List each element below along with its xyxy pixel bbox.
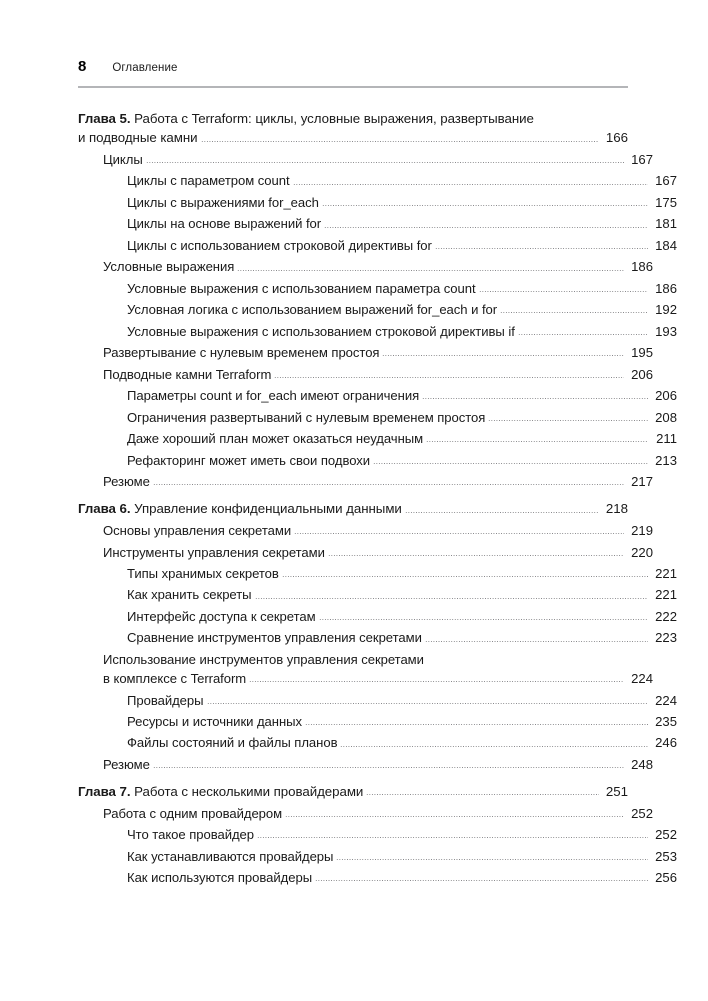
toc-entry-page-number: 256 [655,870,677,886]
toc-entry[interactable] [78,112,628,125]
table-of-contents-list [78,111,677,893]
toc-entry-title: Рефакторинг может иметь свои подвохи [127,452,371,468]
toc-entry[interactable] [78,411,677,424]
toc-entry[interactable] [78,389,677,402]
toc-entry[interactable] [78,432,677,445]
toc-entry-title: Циклы [103,151,143,167]
dot-leader [153,484,624,485]
toc-entry-title: Циклы с использованием строковой директивы for [127,237,432,253]
toc-entry-title: Резюме [103,756,150,772]
toc-entry-page-number: 222 [655,608,677,624]
dot-leader [255,598,648,599]
toc-entry[interactable] [78,828,677,841]
dot-leader [324,227,648,228]
toc-entry-title: Циклы на основе выражений for [127,216,322,232]
toc-entry[interactable] [78,653,653,666]
toc-entry-page-number: 193 [655,323,677,339]
toc-entry-title: Резюме [103,474,150,490]
toc-entry[interactable] [78,475,653,488]
toc-entry[interactable] [78,303,677,316]
toc-entry[interactable] [78,736,677,749]
toc-entry[interactable] [78,325,677,338]
toc-entry-page-number: 167 [631,151,653,167]
toc-entry-page-number: 223 [655,630,677,646]
toc-entry-title: Как используются провайдеры [127,870,313,886]
toc-entry[interactable] [78,346,653,359]
toc-entry[interactable] [78,524,653,537]
toc-entry-title [78,502,402,515]
toc-entry[interactable] [78,567,677,580]
toc-entry-page-number: 221 [655,566,677,581]
toc-entry-page-number: 208 [655,409,677,425]
toc-entry-page-number: 206 [655,388,677,404]
dot-leader [274,377,624,378]
toc-entry-page-number: 184 [655,237,677,253]
dot-leader [322,205,648,206]
dot-leader [257,837,648,838]
toc-entry[interactable] [78,454,677,467]
dot-leader [294,533,624,534]
toc-entry-title: Условные выражения [103,259,235,275]
dot-leader [201,141,599,142]
toc-entry-page-number: 252 [631,805,653,821]
dot-leader [479,291,648,292]
dot-leader [422,398,648,399]
dot-leader [366,794,599,795]
toc-entry-title: Интерфейс доступа к секретам [127,608,316,624]
dot-leader [249,681,624,682]
dot-leader [426,441,648,442]
toc-entry-page-number: 253 [655,848,677,864]
toc-entry-title: Типы хранимых секретов [127,566,279,581]
toc-entry-title: Основы управления секретами [103,523,292,539]
dot-leader [153,767,624,768]
dot-leader [207,703,649,704]
toc-entry-page-number: 206 [631,366,653,382]
dot-leader [305,724,648,725]
toc-entry[interactable] [78,368,653,381]
toc-entry-page-number: 220 [631,544,653,560]
dot-leader [373,463,648,464]
toc-entry-page-number: 218 [605,501,628,517]
toc-entry-title: Использование инструментов управления секретами [103,651,424,667]
dot-leader [336,859,648,860]
toc-entry[interactable] [78,217,677,230]
toc-entry-title: Ограничения развертываний с нулевым временем простоя [127,409,486,425]
toc-entry-title: Условные выражения с использованием параметра count [127,280,476,296]
toc-chapter-label: Глава 6. [78,501,131,517]
toc-entry-page-number: 252 [655,827,677,843]
dot-leader [293,184,648,185]
toc-entry[interactable] [78,502,628,515]
toc-entry[interactable] [78,631,677,644]
toc-entry-page-number: 235 [655,714,677,729]
toc-entry-title: Как устанавливаются провайдеры [127,848,334,864]
toc-entry-page-number: 181 [655,216,677,232]
toc-entry-title: Что такое провайдер [127,827,255,843]
dot-leader [146,162,624,163]
dot-leader [382,355,624,356]
toc-entry[interactable] [78,546,653,559]
toc-entry-page-number: 246 [655,735,677,751]
toc-entry-title: Условные выражения с использованием строковой директивы if [127,323,515,339]
toc-entry-title: Файлы состояний и файлы планов [127,735,338,751]
toc-entry-page-number: 211 [656,431,677,447]
toc-entry[interactable] [78,672,653,685]
toc-chapter-title: Управление конфиденциальными данными [130,501,402,517]
toc-entry-title: Развертывание с нулевым временем простоя [103,345,380,361]
toc-entry[interactable] [78,610,677,623]
toc-entry-page-number: 221 [655,587,677,603]
toc-chapter-title: Работа с Terraform: циклы, условные выражения, развертывание [130,111,534,126]
dot-leader [340,746,648,747]
dot-leader [319,619,648,620]
toc-entry-title: Провайдеры [127,692,204,708]
dot-leader [425,641,648,642]
toc-entry-page-number: 213 [655,452,677,468]
toc-entry-title: и подводные камни [78,130,198,146]
toc-entry-title: Как хранить секреты [127,587,252,603]
toc-entry-page-number: 224 [655,692,677,708]
dot-leader [282,576,648,577]
toc-entry[interactable] [78,785,628,798]
dot-leader [518,334,648,335]
toc-entry-title: Ресурсы и источники данных [127,714,303,729]
toc-entry-page-number: 192 [655,302,677,318]
toc-entry-title: Циклы с выражениями for_each [127,194,319,210]
toc-entry[interactable] [78,850,677,863]
toc-entry[interactable] [78,174,677,187]
dot-leader [435,248,648,249]
toc-entry[interactable] [78,871,677,884]
toc-entry-page-number: 195 [631,345,653,361]
toc-entry[interactable] [78,153,653,166]
toc-chapter-label: Глава 7. [78,784,131,800]
toc-chapter-title: Работа с несколькими провайдерами [130,784,364,800]
toc-entry[interactable] [78,282,677,295]
toc-entry-title: Даже хороший план может оказаться неудачным [127,431,424,447]
toc-entry[interactable] [78,758,653,771]
header-divider-rule [78,86,628,88]
dot-leader [405,512,599,513]
toc-entry-page-number: 248 [631,756,653,772]
toc-entry-title: Условная логика с использованием выражений for_each и for [127,302,498,318]
toc-entry-title: Циклы с параметром count [127,173,290,189]
toc-entry-title: Подводные камни Terraform [103,366,272,382]
toc-entry[interactable] [78,239,677,252]
dot-leader [500,312,648,313]
dot-leader [285,816,624,817]
toc-entry-title [78,112,534,125]
dot-leader [328,555,624,556]
toc-entry-title: Сравнение инструментов управления секретами [127,630,422,646]
toc-entry[interactable] [78,196,677,209]
toc-entry-page-number: 175 [655,194,677,210]
toc-entry-page-number: 186 [655,280,677,296]
toc-chapter-label: Глава 5. [78,111,131,126]
toc-entry[interactable] [78,807,653,820]
toc-entry[interactable] [78,260,653,273]
dot-leader [237,270,624,271]
toc-entry-title: Работа с одним провайдером [103,805,283,821]
toc-entry[interactable] [78,694,677,707]
toc-entry-page-number: 251 [605,784,628,800]
toc-entry-page-number: 224 [631,671,653,687]
toc-entry[interactable] [78,131,628,144]
toc-entry[interactable] [78,588,677,601]
toc-entry-page-number: 219 [631,523,653,539]
toc-entry-title: Параметры count и for_each имеют ограничения [127,388,420,404]
dot-leader [315,880,648,881]
toc-entry-title [78,785,363,798]
running-head-title: Оглавление [112,62,178,74]
dot-leader [488,420,648,421]
toc-entry-title: Инструменты управления секретами [103,544,325,560]
toc-entry-title: в комплексе с Terraform [103,671,247,687]
running-head [78,58,628,75]
toc-entry-page-number: 167 [655,173,677,189]
toc-entry-page-number: 166 [605,130,628,146]
page-folio-number: 8 [78,58,87,75]
toc-entry[interactable] [78,715,677,728]
toc-entry-page-number: 217 [631,474,653,490]
toc-entry-page-number: 186 [631,259,653,275]
